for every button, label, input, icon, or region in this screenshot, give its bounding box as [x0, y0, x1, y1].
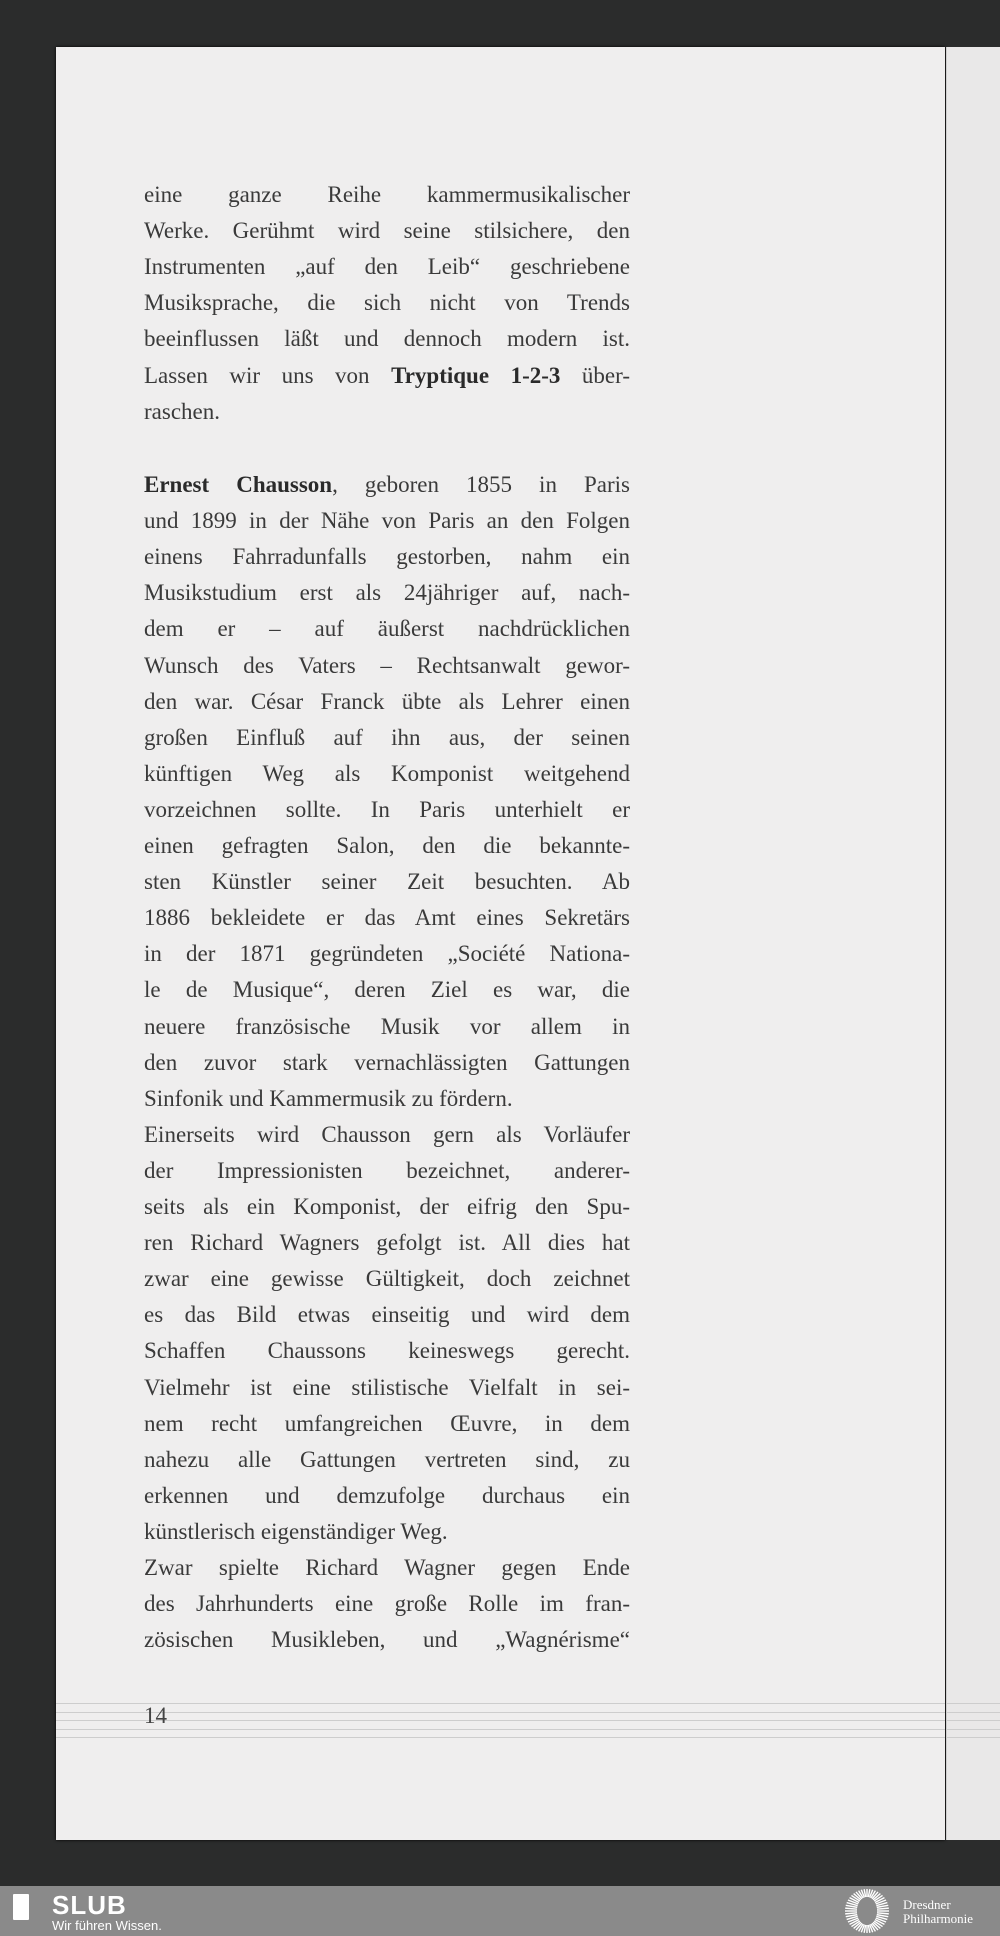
text-span: zösischen Musikleben, und „Wagnérisme“ [144, 1627, 630, 1653]
slub-logo-icon [13, 1894, 29, 1920]
philharmonie-logo-icon[interactable] [842, 1888, 892, 1934]
text-span: nahezu alle Gattungen vertreten sind, zu [144, 1446, 630, 1472]
text-span: künftigen Weg als Komponist weitgehend [144, 760, 630, 786]
slub-logo-text[interactable]: SLUB [52, 1890, 127, 1920]
text-span: der Impressionisten bezeichnet, anderer- [144, 1157, 630, 1183]
text-span: ren Richard Wagners gefolgt ist. All dies hat [144, 1230, 630, 1256]
text-line [144, 611, 630, 647]
text-span: den war. César Franck übte als Lehrer einen [144, 688, 630, 714]
staff-line [56, 1720, 945, 1721]
text-line [144, 828, 630, 864]
text-line [144, 1261, 630, 1297]
next-page-edge [946, 47, 1000, 1840]
text-span: raschen. [144, 398, 220, 424]
book-page [56, 47, 945, 1840]
staff-line [947, 1737, 1000, 1738]
text-span: sten Künstler seiner Zeit besuchten. Ab [144, 869, 630, 895]
staff-line [947, 1720, 1000, 1721]
text-line [144, 720, 630, 756]
text-span: des Jahrhunderts eine große Rolle im fran- [144, 1591, 630, 1617]
text-span: erkennen und demzufolge durchaus ein [144, 1482, 630, 1508]
text-line [144, 1009, 630, 1045]
text-line [144, 936, 630, 972]
text-span: Lassen wir uns von [144, 362, 392, 388]
text-span: Werke. Gerühmt wird seine stilsichere, den [144, 218, 630, 244]
staff-line [56, 1737, 945, 1738]
text-span: Wunsch des Vaters – Rechtsanwalt gewor- [144, 652, 630, 678]
text-span: großen Einfluß auf ihn aus, der seinen [144, 724, 630, 750]
text-line [144, 213, 630, 249]
text-line [144, 358, 630, 394]
text-line [144, 1117, 630, 1153]
text-line [144, 1514, 630, 1550]
text-line [144, 756, 630, 792]
text-span: , geboren 1855 in Paris [332, 472, 630, 497]
text-line [144, 249, 630, 285]
text-line [144, 467, 630, 503]
text-span: über- [560, 362, 630, 388]
partner-line-2: Philharmonie [903, 1911, 974, 1926]
bold-term: Ernest Chausson [144, 472, 333, 497]
text-span: nem recht umfangreichen Œuvre, in dem [144, 1410, 630, 1436]
staff-line [56, 1712, 945, 1713]
text-span: künstlerisch eigenständiger Weg. [144, 1518, 448, 1544]
text-line [144, 1225, 630, 1261]
text-span: Zwar spielte Richard Wagner gegen Ende [144, 1555, 630, 1580]
text-span: und 1899 in der Nähe von Paris an den Folgen [144, 508, 630, 534]
text-span: 1886 bekleidete er das Amt eines Sekretärs [144, 905, 630, 931]
text-line [144, 394, 630, 430]
text-line [144, 1189, 630, 1225]
partner-line-1: Dresdner [903, 1897, 951, 1912]
text-span: Sinfonik und Kammermusik zu fördern. [144, 1085, 513, 1111]
text-line [144, 1297, 630, 1333]
text-line [144, 1406, 630, 1442]
footer-bar [0, 1886, 1000, 1936]
text-line [144, 684, 630, 720]
text-line [144, 972, 630, 1008]
text-span: Instrumenten „auf den Leib“ geschriebene [144, 254, 630, 280]
text-line [144, 575, 630, 611]
text-line [144, 1550, 630, 1586]
text-line [144, 539, 630, 575]
staff-line [947, 1712, 1000, 1713]
text-span: es das Bild etwas einseitig und wird dem [144, 1302, 630, 1328]
text-line [144, 1478, 630, 1514]
text-line [144, 285, 630, 321]
text-span: Musiksprache, die sich nicht von Trends [144, 290, 630, 316]
bold-term: Tryptique 1-2-3 [391, 362, 561, 388]
text-span: le de Musique“, deren Ziel es war, die [144, 977, 630, 1003]
text-line [144, 864, 630, 900]
text-span: beeinflussen läßt und dennoch modern ist. [144, 326, 630, 352]
text-line [144, 177, 630, 213]
text-line [144, 648, 630, 684]
text-line [144, 1586, 630, 1622]
text-span: einens Fahrradunfalls gestorben, nahm ein [144, 544, 630, 570]
text-line [144, 503, 630, 539]
text-line [144, 792, 630, 828]
text-line [144, 900, 630, 936]
staff-line [947, 1729, 1000, 1730]
slub-tagline: Wir führen Wissen. [52, 1918, 162, 1933]
text-line [144, 1333, 630, 1369]
text-span: Einerseits wird Chausson gern als Vorläufer [144, 1121, 630, 1147]
staff-line [56, 1703, 945, 1704]
text-line [144, 1370, 630, 1406]
text-span: einen gefragten Salon, den die bekannte- [144, 833, 630, 858]
text-line [144, 1153, 630, 1189]
text-span: vorzeichnen sollte. In Paris unterhielt er [144, 796, 630, 822]
text-span: den zuvor stark vernachlässigten Gattungen [144, 1049, 630, 1075]
text-span: in der 1871 gegründeten „Société Nationa- [144, 941, 630, 967]
text-line [144, 1442, 630, 1478]
text-span: neuere französische Musik vor allem in [144, 1013, 630, 1039]
philharmonie-logo-text [903, 1898, 973, 1926]
text-span: Vielmehr ist eine stilistische Vielfalt in sei- [144, 1374, 630, 1400]
text-span: eine ganze Reihe kammermusikalischer [144, 182, 630, 207]
text-span: seits als ein Komponist, der eifrig den Spu- [144, 1194, 630, 1219]
staff-line [947, 1703, 1000, 1704]
text-line [144, 321, 630, 357]
text-span: dem er – auf äußerst nachdrücklichen [144, 616, 630, 642]
staff-line [56, 1729, 945, 1730]
text-line [144, 1622, 630, 1658]
text-line [144, 1081, 630, 1117]
text-span: zwar eine gewisse Gültigkeit, doch zeichnet [144, 1266, 630, 1292]
text-span: Schaffen Chaussons keineswegs gerecht. [144, 1338, 630, 1364]
page-number: 14 [144, 1703, 167, 1728]
text-span: Musikstudium erst als 24jähriger auf, nach- [144, 580, 630, 606]
text-line [144, 1045, 630, 1081]
